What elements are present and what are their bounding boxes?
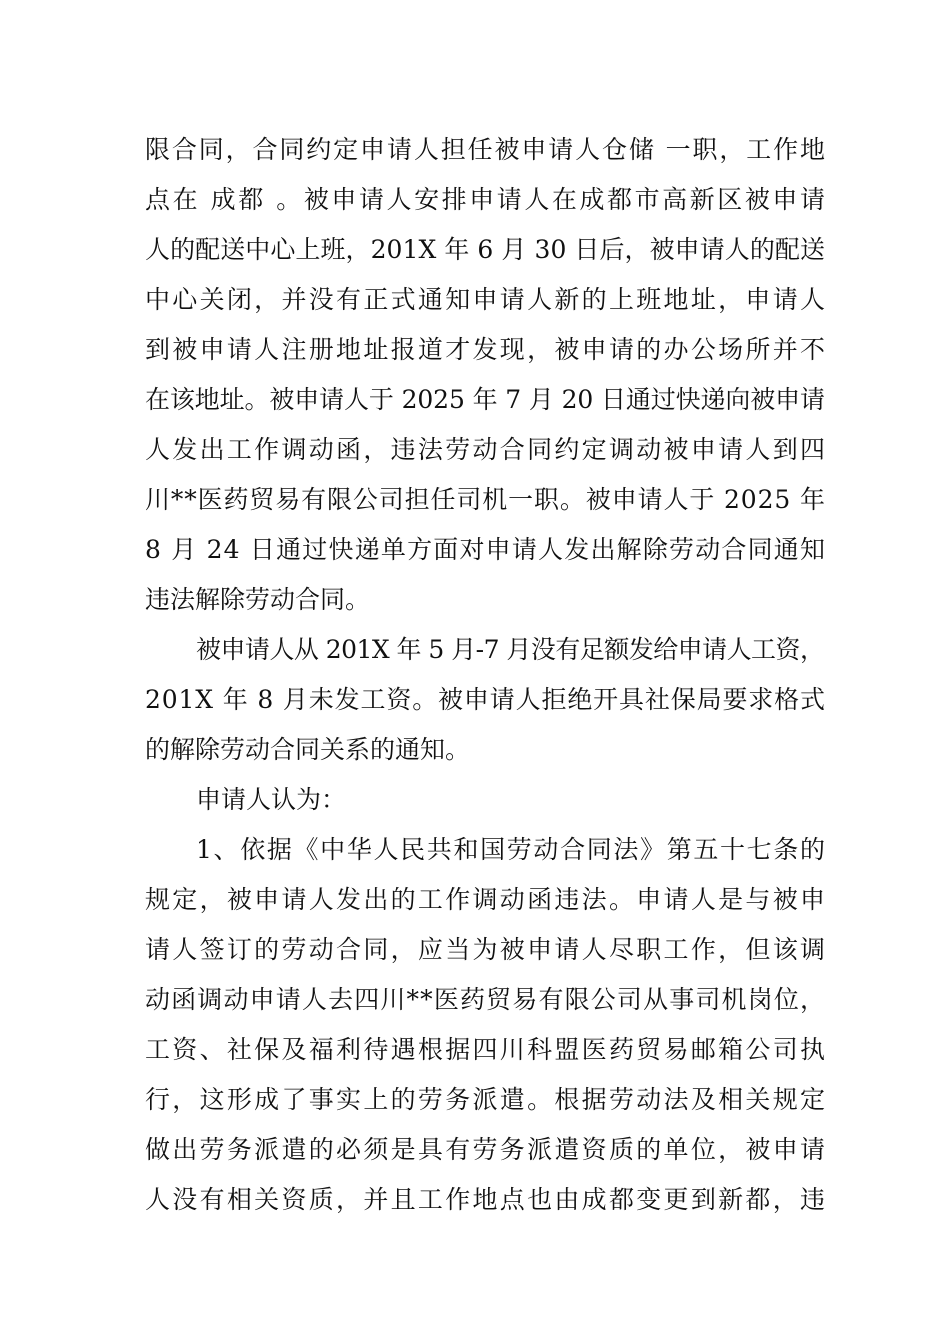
paragraph-1-line-7: 人发出工作调动函，违法劳动合同约定调动被申请人到四 <box>145 435 828 464</box>
paragraph-1-line-2: 点在 成都 。被申请人安排申请人在成都市高新区被申请 <box>145 185 828 214</box>
paragraph-4-line-8: 人没有相关资质，并且工作地点也由成都变更到新都，违 <box>145 1185 828 1214</box>
paragraph-4-line-6: 行，这形成了事实上的劳务派遣。根据劳动法及相关规定 <box>145 1085 828 1114</box>
paragraph-1-line-3: 人的配送中心上班，201X 年 6 月 30 日后，被申请人的配送 <box>145 235 826 264</box>
paragraph-4-line-5: 工资、社保及福利待遇根据四川科盟医药贸易邮箱公司执 <box>145 1035 828 1064</box>
paragraph-1-line-9: 8 月 24 日通过快递单方面对申请人发出解除劳动合同通知 <box>145 535 827 564</box>
paragraph-1-line-6: 在该地址。被申请人于 2025 年 7 月 20 日通过快递向被申请 <box>145 385 825 414</box>
paragraph-4-line-7: 做出劳务派遣的必须是具有劳务派遣资质的单位，被申请 <box>145 1135 828 1164</box>
paragraph-1-line-10: 违法解除劳动合同。 <box>145 585 371 614</box>
paragraph-4-line-3: 请人签订的劳动合同，应当为被申请人尽职工作，但该调 <box>145 935 828 964</box>
paragraph-4-line-4: 动函调动申请人去四川**医药贸易有限公司从事司机岗位， <box>145 985 827 1014</box>
paragraph-2-line-1: 被申请人从 201X 年 5 月-7 月没有足额发给申请人工资， <box>196 635 825 664</box>
paragraph-4-line-2: 规定，被申请人发出的工作调动函违法。申请人是与被申 <box>145 885 828 914</box>
paragraph-1-line-8: 川**医药贸易有限公司担任司机一职。被申请人于 2025 年 <box>145 485 826 514</box>
paragraph-2-line-2: 201X 年 8 月未发工资。被申请人拒绝开具社保局要求格式 <box>145 685 826 714</box>
paragraph-1-line-1: 限合同，合同约定申请人担任被申请人仓储 一职，工作地 <box>145 135 827 164</box>
paragraph-4-line-1: 1、依据《中华人民共和国劳动合同法》第五十七条的 <box>196 835 827 864</box>
paragraph-1-line-4: 中心关闭，并没有正式通知申请人新的上班地址，申请人 <box>145 285 828 314</box>
paragraph-3-line-1: 申请人认为： <box>196 785 347 814</box>
paragraph-2-line-3: 的解除劳动合同关系的通知。 <box>145 735 471 764</box>
paragraph-1-line-5: 到被申请人注册地址报道才发现，被申请的办公场所并不 <box>145 335 828 364</box>
